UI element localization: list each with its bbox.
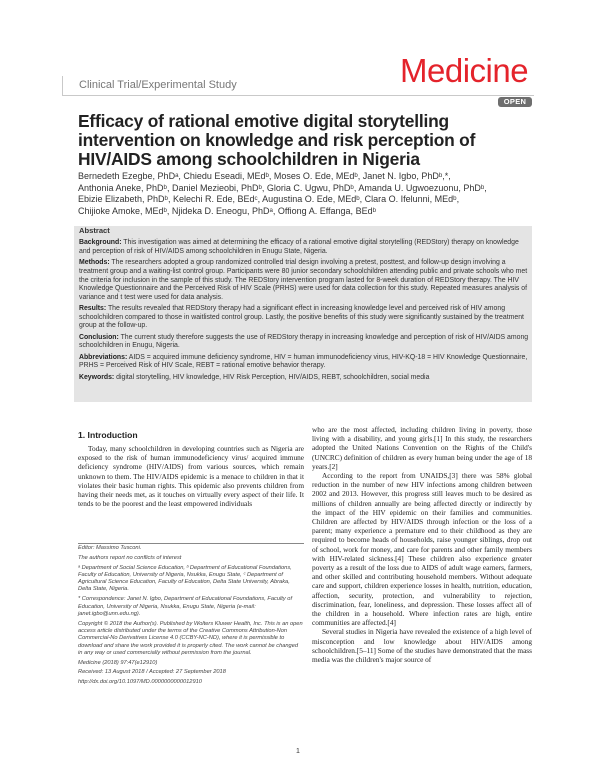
journal-logo: Medicine [400, 52, 529, 89]
author-line: Ebizie Elizabeth, PhDᵇ, Kelechi R. Ede, BEdᶜ, Augustina O. Ede, MEdᵇ, Clara O. Ifelunni, MEdᵇ, [78, 194, 460, 205]
footnotes [78, 545, 304, 689]
open-access-badge: OPEN [498, 97, 532, 107]
header-rule-tick [62, 76, 63, 96]
abstract-heading: Abstract [79, 226, 110, 235]
abstract-text: AIDS = acquired immune deficiency syndrome, HIV = human immunodeficiency virus, HIV-KQ-18 = HIV Knowledge Questionnaire, PRHS = Perceived Risk of HIV Scale, REBT = rational emotive behavior therapy. [79, 353, 528, 370]
abstract-background [79, 239, 529, 256]
abstract-label: Background: [79, 239, 122, 247]
abstract [79, 227, 529, 385]
footnote: ᵃ Department of Social Science Education, ᵇ Department of Educational Foundations, Faculty of Education, University of Nigeria, Nsukka, Enugu State, ᶜ Department of Agricultural Science Education, Faculty of Education, Delta State University, Abraka, Delta State, Nigeria. [78, 564, 292, 593]
paragraph: who are the most affected, including children living in poverty, those living with a disability, and young girls.[1] In this study, the researchers adopted the United Nations Convention on the Rights of the Child's (UNCRC) definition of children as every human being under the age of 18 years.[2] [312, 425, 532, 471]
abstract-keywords [79, 374, 529, 383]
footnote: Copyright © 2018 the Author(s). Published by Wolters Kluwer Health, Inc. This is an open access article distributed under the terms of the Creative Commons Attribution-Non Commercial-No Derivatives License 4.0 (CCBY-NC-ND), where it is permissible to download and share the work provided it is properly cited. The work cannot be changed in any way or used commercially without permission from the journal. [78, 620, 303, 656]
abstract-label: Abbreviations: [79, 353, 128, 361]
abstract-label: Keywords: [79, 373, 115, 381]
header-rule [62, 95, 534, 96]
section-label: Clinical Trial/Experimental Study [79, 79, 237, 91]
abstract-results [79, 305, 529, 331]
paragraph: Several studies in Nigeria have revealed the existence of a high level of misconception and low knowledge about HIV/AIDS among schoolchildren.[5–11] Some of the studies have demonstrated that the mass media was the children's major source of [312, 627, 532, 665]
page-number: 1 [296, 748, 300, 755]
paper-title: Efficacy of rational emotive digital storytelling intervention on knowledge and risk perception of HIV/AIDS among schoolchildren in Nigeria [78, 111, 476, 169]
abstract-text: digital storytelling, HIV knowledge, HIV Risk Perception, HIV/AIDS, REBT, schoolchildren, social media [114, 373, 430, 381]
abstract-abbreviations [79, 354, 529, 371]
abstract-label: Methods: [79, 259, 110, 267]
abstract-text: The researchers adopted a group randomized controlled trial design involving a pretest, posttest, and follow-up design involving a treatment group and a waiting-list control group. Participants were 80 junior secondary schoolchildren attending public and private schools who met the criteria for inclusion in the sample of this study. The REDStory intervention program lasted for 8-week duration of REDStory therapy. The HIV Knowledge Questionnaire and the Perceived Risk of HIV Scale (PRHS) were used for data collection for this study. Repeated measures analysis of variance and t test were used for data analysis. [79, 259, 528, 301]
footnote: Medicine (2018) 97:47(e12910) [78, 659, 158, 666]
paragraph: Today, many schoolchildren in developing countries such as Nigeria are exposed to the risk of human immunodeficiency virus/ acquired immune deficiency syndrome (HIV/AIDS) from various sources, which remain unknown to them. The HIV/AIDS epidemic is a menace to children in that it violates their basic human rights. This epidemic also prevents children from having their needs met, as it touches on virtually every aspect of their life. It tends to be the poorest and the least empowered individuals [78, 444, 304, 509]
footnote: The authors report no conflicts of interest [78, 554, 182, 561]
abstract-label: Results: [79, 305, 107, 313]
section-heading: 1. Introduction [78, 430, 138, 440]
footnote-rule [78, 543, 304, 544]
abstract-text: This investigation was aimed at determining the efficacy of a rational emotive digital storytelling (REDStory) therapy on knowledge and perception of risk of HIV/AIDS among schoolchildren in Enugu State, Nigeria. [79, 239, 519, 255]
abstract-text: The current study therefore suggests the use of REDStory therapy in increasing knowledge and perception of risk of HIV/AIDS among schoolchildren in Enugu, Nigeria. [79, 333, 529, 350]
paragraph: According to the report from UNAIDS,[3] there was 58% global reduction in the number of new HIV infections among children between 2002 and 2013. However, this progress still leaves much to be desired as millions of children annually are being affected directly or indirectly by the impact of the HIV epidemic on their families and communities. Children are affected by HIV/AIDS through infection or the loss of a parent; many experience a premature end to their childhood as they are required to become heads of households, raise younger siblings, drop out of school, work for money, and care for parents and other family members with HIV-related sickness.[4] These children also experience greater poverty as a result of the loss due to AIDS of adult wage earners, farmers, and other skilled and contributing household members. Without adequate care and support, children experience losses in health, nutrition, education, affection, security, protection, and vulnerability to rejection, discrimination, fear, loneliness, and depression. These losses affect all of the children in a household. Where infection rates are high, entire communities are affected.[4] [312, 471, 532, 628]
footnote: Editor: Massimo Tusconi. [78, 545, 142, 551]
right-column [312, 425, 532, 664]
abstract-methods [79, 259, 529, 302]
author-line: Bernedeth Ezegbe, PhDᵃ, Chiedu Eseadi, MEdᵇ, Moses O. Ede, MEdᵇ, Janet N. Igbo, PhDᵇ,*, [78, 171, 451, 181]
author-line: Chijioke Amoke, MEdᵇ, Njideka D. Eneogu, PhDᵃ, Offiong A. Effanga, BEdᵇ [78, 205, 376, 216]
abstract-label: Conclusion: [79, 333, 119, 341]
footnote: Received: 13 August 2018 / Accepted: 27 September 2018 [78, 669, 226, 676]
abstract-text: The results revealed that REDStory therapy had a significant effect in increasing knowledge level and perceived risk of HIV among schoolchildren compared to those in waitlisted control group. Lastly, the positive benefits of this study were significantly sustained by the treatment group at the follow-up. [79, 305, 524, 330]
footnote: http://dx.doi.org/10.1097/MD.0000000000012910 [78, 679, 202, 686]
author-line: Anthonia Aneke, PhDᵇ, Daniel Mezieobi, PhDᵇ, Gloria C. Ugwu, PhDᵇ, Amanda U. Ugwoezuonu, PhDᵇ, [78, 182, 487, 193]
left-column [78, 444, 304, 508]
footnote: * Correspondence: Janet N. Igbo, Department of Educational Foundations, Faculty of Education, University of Nigeria, Nsukka, Enugu State, Nigeria (e-mail: janet.igbo@unn.edu.ng). [78, 596, 293, 617]
author-list [78, 171, 548, 217]
abstract-conclusion [79, 334, 529, 351]
